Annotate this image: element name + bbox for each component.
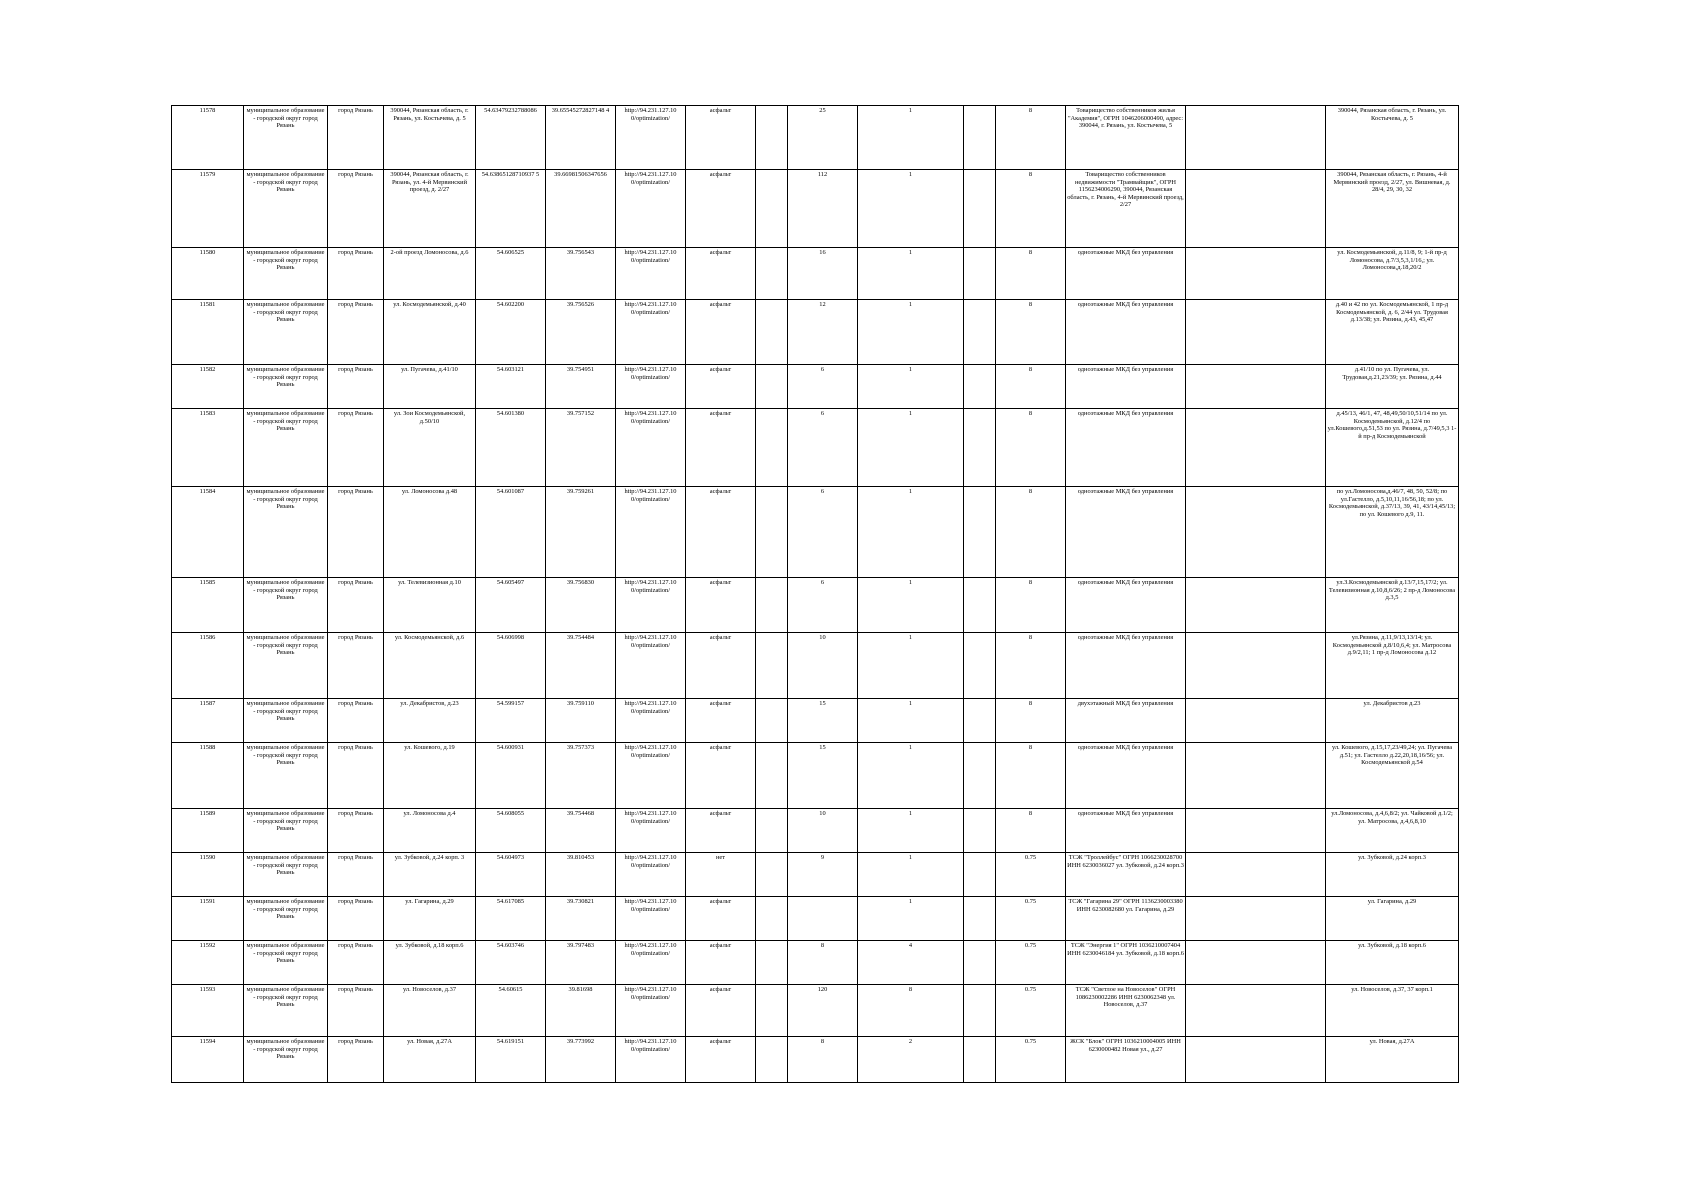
cell-address: ул. Кошевого, д.19 <box>384 743 476 809</box>
cell-container-count: 1 <box>858 743 964 809</box>
cell-served-addresses: ул. Новая, д.27А <box>1326 1037 1459 1083</box>
cell-longitude: 39.65545272827148 4 <box>546 106 616 170</box>
cell-container-count: 1 <box>858 106 964 170</box>
cell-address: ул. Ломоносова д.48 <box>384 487 476 578</box>
cell-blank-cell <box>964 897 996 941</box>
cell-latitude: 54.603746 <box>476 941 546 985</box>
cell-city: город Рязань <box>328 409 384 487</box>
cell-row-number: 11594 <box>172 1037 244 1083</box>
cell-address: ул. Зубковой, д.24 корп. 3 <box>384 853 476 897</box>
cell-city: город Рязань <box>328 300 384 365</box>
cell-longitude: 39.810453 <box>546 853 616 897</box>
cell-container-count: 1 <box>858 633 964 699</box>
cell-surface-type: асфальт <box>686 809 756 853</box>
cell-container-volume: 0.75 <box>996 985 1066 1037</box>
cell-container-volume: 8 <box>996 248 1066 300</box>
table-row <box>172 941 1459 985</box>
cell-area: 15 <box>788 699 858 743</box>
cell-owner-info: ТСЖ "Троллейбус" ОГРН 1066230028700 ИНН 6230036027 ул. Зубковой, д.24 корп.3 <box>1066 853 1186 897</box>
cell-surface-type: асфальт <box>686 409 756 487</box>
cell-municipality: муниципальное образование - городской округ город Рязань <box>244 633 328 699</box>
cell-row-number: 11583 <box>172 409 244 487</box>
cell-container-volume: 8 <box>996 106 1066 170</box>
cell-blank-cell <box>1186 853 1326 897</box>
cell-city: город Рязань <box>328 985 384 1037</box>
cell-municipality: муниципальное образование - городской округ город Рязань <box>244 699 328 743</box>
cell-city: город Рязань <box>328 853 384 897</box>
cell-blank-cell <box>1186 300 1326 365</box>
cell-blank-cell <box>964 106 996 170</box>
cell-city: город Рязань <box>328 941 384 985</box>
cell-container-count: 4 <box>858 941 964 985</box>
cell-surface-type: асфальт <box>686 578 756 633</box>
cell-container-count: 1 <box>858 578 964 633</box>
cell-city: город Рязань <box>328 248 384 300</box>
cell-served-addresses: ул.Ломоносова, д.4,6,8/2; ул. Чайковой д.1/2; ул. Матросова, д.4,6,8,10 <box>1326 809 1459 853</box>
cell-map-link[interactable]: http://94.231.127.10 0/optimization/ <box>616 897 686 941</box>
cell-surface-type: нет <box>686 853 756 897</box>
cell-area: 16 <box>788 248 858 300</box>
cell-blank-cell <box>964 985 996 1037</box>
cell-surface-type: асфальт <box>686 743 756 809</box>
cell-row-number: 11580 <box>172 248 244 300</box>
cell-blank-cell <box>1186 409 1326 487</box>
cell-municipality: муниципальное образование - городской округ город Рязань <box>244 897 328 941</box>
cell-surface-type: асфальт <box>686 897 756 941</box>
cell-municipality: муниципальное образование - городской округ город Рязань <box>244 248 328 300</box>
cell-longitude: 39.757373 <box>546 743 616 809</box>
cell-area: 9 <box>788 853 858 897</box>
cell-blank-cell <box>964 809 996 853</box>
cell-surface-type: асфальт <box>686 985 756 1037</box>
cell-surface-type: асфальт <box>686 248 756 300</box>
cell-city: город Рязань <box>328 897 384 941</box>
cell-blank-cell <box>756 897 788 941</box>
cell-blank-cell <box>964 578 996 633</box>
cell-latitude: 54.606525 <box>476 248 546 300</box>
cell-served-addresses: 390044, Рязанская область, г. Рязань, ул. Костычева, д. 5 <box>1326 106 1459 170</box>
cell-municipality: муниципальное образование - городской округ город Рязань <box>244 743 328 809</box>
cell-map-link[interactable]: http://94.231.127.10 0/optimization/ <box>616 985 686 1037</box>
cell-address: ул. Космодемьянской, д.40 <box>384 300 476 365</box>
cell-city: город Рязань <box>328 106 384 170</box>
cell-map-link[interactable]: http://94.231.127.10 0/optimization/ <box>616 699 686 743</box>
cell-municipality: муниципальное образование - городской округ город Рязань <box>244 365 328 409</box>
cell-row-number: 11585 <box>172 578 244 633</box>
cell-blank-cell <box>964 743 996 809</box>
cell-container-count: 1 <box>858 409 964 487</box>
cell-container-count: 1 <box>858 300 964 365</box>
cell-surface-type: асфальт <box>686 106 756 170</box>
cell-city: город Рязань <box>328 633 384 699</box>
table-row <box>172 809 1459 853</box>
cell-row-number: 11590 <box>172 853 244 897</box>
cell-area: 120 <box>788 985 858 1037</box>
cell-longitude: 39.773992 <box>546 1037 616 1083</box>
cell-latitude: 54.602200 <box>476 300 546 365</box>
cell-blank-cell <box>964 941 996 985</box>
cell-blank-cell <box>1186 487 1326 578</box>
table-row <box>172 487 1459 578</box>
cell-container-count: 1 <box>858 809 964 853</box>
cell-surface-type: асфальт <box>686 1037 756 1083</box>
cell-municipality: муниципальное образование - городской округ город Рязань <box>244 487 328 578</box>
table-row <box>172 248 1459 300</box>
cell-row-number: 11592 <box>172 941 244 985</box>
cell-blank-cell <box>1186 1037 1326 1083</box>
cell-latitude: 54.63865128710937 5 <box>476 170 546 248</box>
cell-longitude: 39.756830 <box>546 578 616 633</box>
cell-surface-type: асфальт <box>686 633 756 699</box>
cell-row-number: 11588 <box>172 743 244 809</box>
cell-area: 25 <box>788 106 858 170</box>
cell-latitude: 54.603121 <box>476 365 546 409</box>
table-row <box>172 106 1459 170</box>
cell-container-volume: 8 <box>996 365 1066 409</box>
cell-latitude: 54.601380 <box>476 409 546 487</box>
cell-blank-cell <box>756 409 788 487</box>
cell-served-addresses: ул. Декабристов д.23 <box>1326 699 1459 743</box>
cell-blank-cell <box>1186 106 1326 170</box>
cell-longitude: 39.754951 <box>546 365 616 409</box>
cell-row-number: 11582 <box>172 365 244 409</box>
cell-municipality: муниципальное образование - городской округ город Рязань <box>244 853 328 897</box>
cell-served-addresses: д.41/10 по ул. Пугачева, ул. Трудовая,д.21,23/39; ул. Рязина, д.44 <box>1326 365 1459 409</box>
cell-container-volume: 8 <box>996 809 1066 853</box>
cell-municipality: муниципальное образование - городской округ город Рязань <box>244 409 328 487</box>
cell-map-link[interactable]: http://94.231.127.10 0/optimization/ <box>616 578 686 633</box>
cell-municipality: муниципальное образование - городской округ город Рязань <box>244 578 328 633</box>
cell-address: ул. Пугачева, д.41/10 <box>384 365 476 409</box>
cell-longitude: 39.759110 <box>546 699 616 743</box>
cell-address: ул. Космодемьянской, д.6 <box>384 633 476 699</box>
cell-latitude: 54.606998 <box>476 633 546 699</box>
cell-map-link[interactable]: http://94.231.127.10 0/optimization/ <box>616 743 686 809</box>
cell-blank-cell <box>964 853 996 897</box>
cell-owner-info: одноэтажные МКД без управления <box>1066 809 1186 853</box>
cell-blank-cell <box>756 1037 788 1083</box>
cell-owner-info: одноэтажные МКД без управления <box>1066 365 1186 409</box>
cell-map-link[interactable]: http://94.231.127.10 0/optimization/ <box>616 300 686 365</box>
cell-address: ул. Новоселов, д.37 <box>384 985 476 1037</box>
cell-map-link[interactable]: http://94.231.127.10 0/optimization/ <box>616 170 686 248</box>
cell-blank-cell <box>964 248 996 300</box>
cell-address: 390044, Рязанская область, г. Рязань, ул. Костычева, д. 5 <box>384 106 476 170</box>
cell-municipality: муниципальное образование - городской округ город Рязань <box>244 106 328 170</box>
cell-address: 2-ой проезд Ломоносова, д.6 <box>384 248 476 300</box>
cell-container-volume: 0.75 <box>996 853 1066 897</box>
cell-area: 10 <box>788 633 858 699</box>
cell-blank-cell <box>1186 743 1326 809</box>
cell-longitude: 39.66981506347656 <box>546 170 616 248</box>
cell-owner-info: Товарищество собственников недвижимости "Трамвайщик", ОГРН 1156234006290, 390044, Рязанская область, г. Рязань, 4-й Мервинский проезд, 2/27 <box>1066 170 1186 248</box>
cell-blank-cell <box>1186 897 1326 941</box>
cell-owner-info: одноэтажные МКД без управления <box>1066 487 1186 578</box>
cell-container-volume: 8 <box>996 487 1066 578</box>
cell-latitude: 54.605497 <box>476 578 546 633</box>
cell-blank-cell <box>756 248 788 300</box>
cell-blank-cell <box>964 170 996 248</box>
table-row <box>172 985 1459 1037</box>
cell-container-volume: 8 <box>996 409 1066 487</box>
cell-owner-info: ЖСК "Блок" ОГРН 1036210004005 ИНН 6230000482 Новая ул., д.27 <box>1066 1037 1186 1083</box>
cell-latitude: 54.600931 <box>476 743 546 809</box>
cell-container-volume: 8 <box>996 578 1066 633</box>
cell-served-addresses: д.40 и 42 по ул. Космодемьянской, 1 пр-д Космодемьянской, д. 6, 2/44 ул. Трудовая д.13/38; ул. Рязина, д.43, 45,47 <box>1326 300 1459 365</box>
cell-longitude: 39.754468 <box>546 809 616 853</box>
cell-blank-cell <box>756 853 788 897</box>
cell-blank-cell <box>1186 248 1326 300</box>
cell-area <box>788 897 858 941</box>
table-row <box>172 409 1459 487</box>
cell-municipality: муниципальное образование - городской округ город Рязань <box>244 300 328 365</box>
cell-blank-cell <box>1186 985 1326 1037</box>
cell-longitude: 39.756526 <box>546 300 616 365</box>
cell-area: 6 <box>788 578 858 633</box>
cell-served-addresses: ул. Космодемьянской, д.11/8, 9; 1-й пр-д Ломоносова, д.7/3,5,3,1/16,; ул. Ломоносова,д.18,20/2 <box>1326 248 1459 300</box>
cell-served-addresses: ул. Зубковой, д.18 корп.6 <box>1326 941 1459 985</box>
cell-served-addresses: ул. Зубковой, д.24 корп.3 <box>1326 853 1459 897</box>
cell-surface-type: асфальт <box>686 941 756 985</box>
cell-surface-type: асфальт <box>686 365 756 409</box>
cell-served-addresses: ул. Гагарина, д.29 <box>1326 897 1459 941</box>
cell-row-number: 11587 <box>172 699 244 743</box>
cell-row-number: 11579 <box>172 170 244 248</box>
cell-city: город Рязань <box>328 578 384 633</box>
cell-area: 12 <box>788 300 858 365</box>
cell-area: 6 <box>788 365 858 409</box>
cell-owner-info: одноэтажные МКД без управления <box>1066 578 1186 633</box>
cell-blank-cell <box>1186 578 1326 633</box>
cell-area: 6 <box>788 487 858 578</box>
cell-blank-cell <box>964 300 996 365</box>
cell-row-number: 11589 <box>172 809 244 853</box>
cell-blank-cell <box>964 633 996 699</box>
cell-row-number: 11578 <box>172 106 244 170</box>
cell-blank-cell <box>756 487 788 578</box>
cell-blank-cell <box>964 487 996 578</box>
cell-served-addresses: 390044, Рязанская область, г. Рязань, 4-й Мервинский проезд, 2/27, ул. Вишневая, д. 28/4, 29, 30, 32 <box>1326 170 1459 248</box>
cell-latitude: 54.604973 <box>476 853 546 897</box>
cell-area: 10 <box>788 809 858 853</box>
cell-address: ул. Зубковой, д.18 корп.6 <box>384 941 476 985</box>
cell-address: ул. Декабристов, д.23 <box>384 699 476 743</box>
cell-longitude: 39.756543 <box>546 248 616 300</box>
cell-container-volume: 8 <box>996 743 1066 809</box>
cell-area: 8 <box>788 941 858 985</box>
cell-container-count: 1 <box>858 170 964 248</box>
cell-container-volume: 0.75 <box>996 941 1066 985</box>
cell-longitude: 39.759261 <box>546 487 616 578</box>
cell-city: город Рязань <box>328 743 384 809</box>
table-row <box>172 578 1459 633</box>
cell-blank-cell <box>756 170 788 248</box>
cell-container-count: 2 <box>858 1037 964 1083</box>
waste-sites-table <box>171 105 1459 1083</box>
cell-container-volume: 8 <box>996 300 1066 365</box>
cell-blank-cell <box>756 699 788 743</box>
table-row <box>172 853 1459 897</box>
cell-city: город Рязань <box>328 487 384 578</box>
cell-address: ул. Зои Космодемьянской, д.50/10 <box>384 409 476 487</box>
cell-surface-type: асфальт <box>686 487 756 578</box>
cell-blank-cell <box>964 1037 996 1083</box>
cell-address: ул. Новая, д.27А <box>384 1037 476 1083</box>
cell-served-addresses: ул. Кошевого, д.15,17,23/49,24; ул. Пугачева д.51; ул. Гастелло д.22,20,18,16/56; ул. Космодемьянской д.54 <box>1326 743 1459 809</box>
cell-blank-cell <box>964 699 996 743</box>
table-body <box>172 106 1459 1083</box>
cell-blank-cell <box>964 409 996 487</box>
cell-owner-info: одноэтажные МКД без управления <box>1066 300 1186 365</box>
cell-container-count: 1 <box>858 699 964 743</box>
cell-city: город Рязань <box>328 365 384 409</box>
table-row <box>172 170 1459 248</box>
cell-blank-cell <box>1186 170 1326 248</box>
cell-map-link[interactable]: http://94.231.127.10 0/optimization/ <box>616 1037 686 1083</box>
cell-owner-info: одноэтажные МКД без управления <box>1066 409 1186 487</box>
table-row <box>172 633 1459 699</box>
cell-blank-cell <box>756 633 788 699</box>
cell-address: ул. Гагарина, д.29 <box>384 897 476 941</box>
cell-blank-cell <box>964 365 996 409</box>
cell-area: 8 <box>788 1037 858 1083</box>
cell-blank-cell <box>756 300 788 365</box>
cell-area: 112 <box>788 170 858 248</box>
cell-container-volume: 0.75 <box>996 1037 1066 1083</box>
cell-longitude: 39.730821 <box>546 897 616 941</box>
cell-container-volume: 8 <box>996 170 1066 248</box>
cell-served-addresses: д.45/13, 46/1, 47, 48,49,50/10,51/14 по ул. Космодемьянской, д.12/4 по ул.Кошевого,д.51,53 по ул. Рязина, д.7/49,5,3 1-й пр-д Космодемьянской <box>1326 409 1459 487</box>
cell-latitude: 54.63479232788086 <box>476 106 546 170</box>
cell-owner-info: Товарищество собственников жилья "Академия", ОГРН 1046206000490, адрес: 390044, г. Рязань, ул. Костычева, 5 <box>1066 106 1186 170</box>
cell-map-link[interactable]: http://94.231.127.10 0/optimization/ <box>616 365 686 409</box>
cell-served-addresses: ул.З.Космодемьянской д.13/7,15,17/2; ул. Телевизионная д.10,8,6/26; 2 пр-д Ломоносова д.3,5 <box>1326 578 1459 633</box>
table-row <box>172 300 1459 365</box>
cell-row-number: 11591 <box>172 897 244 941</box>
cell-row-number: 11593 <box>172 985 244 1037</box>
cell-container-count: 1 <box>858 365 964 409</box>
cell-owner-info: одноэтажные МКД без управления <box>1066 743 1186 809</box>
cell-map-link[interactable]: http://94.231.127.10 0/optimization/ <box>616 409 686 487</box>
cell-row-number: 11586 <box>172 633 244 699</box>
cell-container-count: 1 <box>858 897 964 941</box>
table-row <box>172 365 1459 409</box>
cell-longitude: 39.797483 <box>546 941 616 985</box>
cell-blank-cell <box>1186 809 1326 853</box>
cell-container-volume: 8 <box>996 699 1066 743</box>
cell-municipality: муниципальное образование - городской округ город Рязань <box>244 170 328 248</box>
cell-municipality: муниципальное образование - городской округ город Рязань <box>244 809 328 853</box>
cell-latitude: 54.617085 <box>476 897 546 941</box>
cell-surface-type: асфальт <box>686 699 756 743</box>
table-row <box>172 743 1459 809</box>
cell-owner-info: ТСЖ "Гагарина 29" ОГРН 1136230003380 ИНН 6230082680 ул. Гагарина, д.29 <box>1066 897 1186 941</box>
cell-map-link[interactable]: http://94.231.127.10 0/optimization/ <box>616 809 686 853</box>
cell-served-addresses: ул. Новоселов, д.37, 37 корп.1 <box>1326 985 1459 1037</box>
cell-served-addresses: ул.Рязина, д.11,9/13,13/14; ул. Космодемьянской д.8/10,6,4; ул. Матросова д.9/2,11; 1 пр-д Ломоносова д.12 <box>1326 633 1459 699</box>
cell-owner-info: двухэтажный МКД без управления <box>1066 699 1186 743</box>
cell-container-count: 8 <box>858 985 964 1037</box>
cell-city: город Рязань <box>328 170 384 248</box>
cell-map-link[interactable]: http://94.231.127.10 0/optimization/ <box>616 633 686 699</box>
cell-container-volume: 8 <box>996 633 1066 699</box>
cell-latitude: 54.601087 <box>476 487 546 578</box>
cell-row-number: 11581 <box>172 300 244 365</box>
cell-served-addresses: по ул.Ломоносова,д.46/7, 48, 50, 52/8; по ул.Гастелло, д.5,10,11,16/56,18; по ул. Космодемьянской, д.37/13, 39, 41, 43/14,45/13; по ул. Кошевого д.9, 11. <box>1326 487 1459 578</box>
cell-blank-cell <box>756 106 788 170</box>
cell-blank-cell <box>756 365 788 409</box>
cell-map-link[interactable]: http://94.231.127.10 0/optimization/ <box>616 248 686 300</box>
cell-longitude: 39.81698 <box>546 985 616 1037</box>
cell-owner-info: ТСЖ "Светлое на Новоселов" ОГРН 1086230002286 ИНН 6230062348 ул. Новоселов, д.37 <box>1066 985 1186 1037</box>
cell-longitude: 39.754484 <box>546 633 616 699</box>
cell-container-volume: 0.75 <box>996 897 1066 941</box>
cell-address: 390044, Рязанская область, г. Рязань, ул. 4-й Мервинский проезд, д. 2/27 <box>384 170 476 248</box>
cell-container-count: 1 <box>858 248 964 300</box>
cell-latitude: 54.60615 <box>476 985 546 1037</box>
cell-municipality: муниципальное образование - городской округ город Рязань <box>244 941 328 985</box>
cell-blank-cell <box>756 578 788 633</box>
cell-blank-cell <box>756 941 788 985</box>
cell-owner-info: одноэтажные МКД без управления <box>1066 248 1186 300</box>
cell-map-link[interactable]: http://94.231.127.10 0/optimization/ <box>616 941 686 985</box>
cell-area: 6 <box>788 409 858 487</box>
cell-address: ул. Ломоносова д.4 <box>384 809 476 853</box>
table-row <box>172 699 1459 743</box>
cell-municipality: муниципальное образование - городской округ город Рязань <box>244 985 328 1037</box>
cell-container-count: 1 <box>858 853 964 897</box>
cell-blank-cell <box>1186 365 1326 409</box>
cell-city: город Рязань <box>328 809 384 853</box>
cell-container-count: 1 <box>858 487 964 578</box>
cell-blank-cell <box>1186 633 1326 699</box>
cell-owner-info: одноэтажные МКД без управления <box>1066 633 1186 699</box>
cell-owner-info: ТСЖ "Энергия 1" ОГРН 1036210007404 ИНН 6230046184 ул. Зубковой, д.18 корп.6 <box>1066 941 1186 985</box>
cell-map-link[interactable]: http://94.231.127.10 0/optimization/ <box>616 487 686 578</box>
table-row <box>172 1037 1459 1083</box>
cell-map-link[interactable]: http://94.231.127.10 0/optimization/ <box>616 106 686 170</box>
cell-address: ул. Телевизионная д.10 <box>384 578 476 633</box>
cell-blank-cell <box>756 985 788 1037</box>
cell-municipality: муниципальное образование - городской округ город Рязань <box>244 1037 328 1083</box>
cell-blank-cell <box>756 743 788 809</box>
cell-longitude: 39.757152 <box>546 409 616 487</box>
cell-area: 15 <box>788 743 858 809</box>
cell-latitude: 54.599157 <box>476 699 546 743</box>
cell-blank-cell <box>1186 699 1326 743</box>
cell-latitude: 54.619151 <box>476 1037 546 1083</box>
cell-city: город Рязань <box>328 699 384 743</box>
cell-row-number: 11584 <box>172 487 244 578</box>
cell-city: город Рязань <box>328 1037 384 1083</box>
cell-latitude: 54.608055 <box>476 809 546 853</box>
cell-surface-type: асфальт <box>686 170 756 248</box>
cell-blank-cell <box>756 809 788 853</box>
cell-blank-cell <box>1186 941 1326 985</box>
cell-surface-type: асфальт <box>686 300 756 365</box>
table-row <box>172 897 1459 941</box>
cell-map-link[interactable]: http://94.231.127.10 0/optimization/ <box>616 853 686 897</box>
